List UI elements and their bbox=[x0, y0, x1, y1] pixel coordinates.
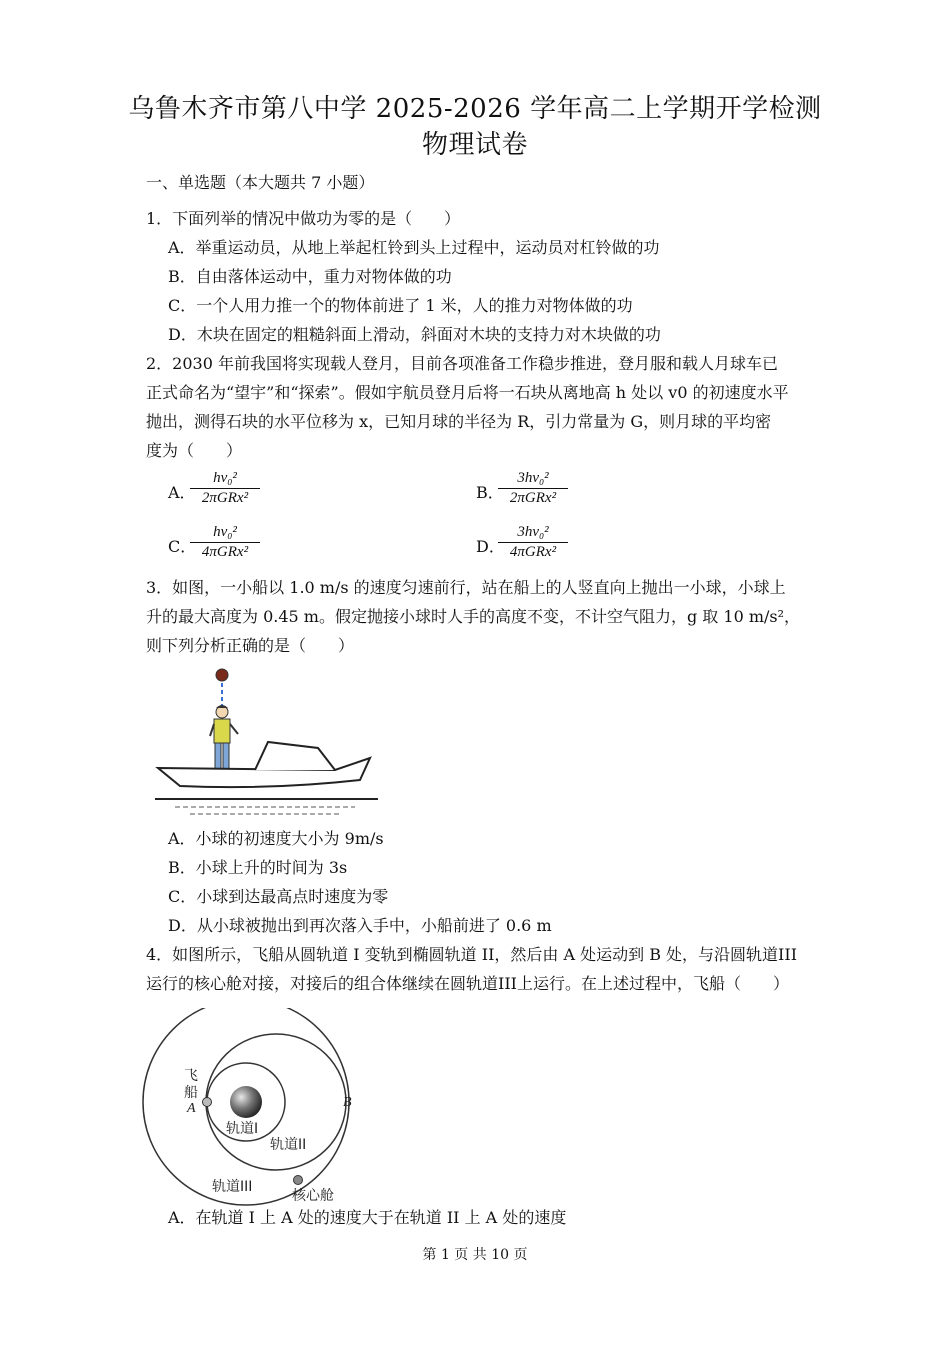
q2-option-b-formula bbox=[498, 470, 568, 507]
q3-stem-line2: 升的最大高度为 0.45 m。假定抛接小球时人手的高度不变，不计空气阻力，g 取 10 m/s²， bbox=[146, 607, 801, 626]
q4-option-a: A．在轨道 I 上 A 处的速度大于在轨道 II 上 A 处的速度 bbox=[168, 1208, 567, 1227]
q3-stem-line1: 3．如图，一小船以 1.0 m/s 的速度匀速前行，站在船上的人竖直向上抛出一小球，小球上 bbox=[146, 578, 786, 597]
q3-option-d: D．从小球被抛出到再次落入手中，小船前进了 0.6 m bbox=[168, 916, 552, 935]
q2-option-d-label: D． bbox=[476, 537, 505, 556]
q2-option-a-formula bbox=[190, 470, 260, 507]
q2-option-a-numerator: hv₀² bbox=[190, 470, 260, 489]
q2-option-c-label: C． bbox=[168, 537, 197, 556]
q1-stem: 1．下面列举的情况中做功为零的是（ ） bbox=[146, 209, 461, 228]
q4-stem-line2: 运行的核心舱对接，对接后的组合体继续在圆轨道III上运行。在上述过程中，飞船（ ） bbox=[146, 974, 789, 993]
q2-option-a-label: A． bbox=[168, 483, 196, 502]
point-b-label: B bbox=[343, 1095, 352, 1110]
spaceship-icon bbox=[203, 1098, 212, 1107]
q2-option-b-denominator: 2πGRx² bbox=[509, 490, 557, 506]
q2-option-c-numerator: hv₀² bbox=[190, 524, 260, 543]
q3-option-a: A．小球的初速度大小为 9m/s bbox=[168, 829, 384, 848]
boat-cabin bbox=[255, 742, 335, 770]
page-footer: 第 1 页 共 10 页 bbox=[422, 1247, 528, 1263]
q2-option-c-formula bbox=[190, 524, 260, 561]
q2-stem-line2: 正式命名为“望宇”和“探索”。假如宇航员登月后将一石块从离地高 h 处以 v0 的初速度水平 bbox=[146, 383, 789, 402]
q2-option-b-label: B． bbox=[476, 483, 504, 502]
q3-option-c: C．小球到达最高点时速度为零 bbox=[168, 887, 389, 906]
core-module-icon bbox=[294, 1176, 303, 1185]
ship-label-2: 船 bbox=[184, 1085, 198, 1101]
ball-icon bbox=[216, 669, 228, 681]
exam-title-line2: 物理试卷 bbox=[421, 130, 528, 160]
q3-option-b: B．小球上升的时间为 3s bbox=[168, 858, 348, 877]
q2-option-d-formula bbox=[498, 524, 568, 561]
q4-stem-line1: 4．如图所示，飞船从圆轨道 I 变轨到椭圆轨道 II，然后由 A 处运动到 B 处，与沿圆轨道III bbox=[146, 945, 798, 964]
core-module-label: 核心舱 bbox=[292, 1188, 334, 1204]
q4-orbit-figure bbox=[140, 1008, 365, 1208]
q1-option-b: B．自由落体运动中，重力对物体做的功 bbox=[168, 267, 452, 286]
orbit-ii-label: 轨道II bbox=[270, 1137, 307, 1153]
planet-icon bbox=[230, 1086, 262, 1118]
orbit-iii-label: 轨道III bbox=[212, 1179, 253, 1195]
q2-option-b-numerator: 3hv₀² bbox=[498, 470, 568, 489]
q1-option-d: D．木块在固定的粗糙斜面上滑动，斜面对木块的支持力对木块做的功 bbox=[168, 325, 661, 344]
q2-option-c-denominator: 4πGRx² bbox=[201, 544, 249, 560]
exam-title-line1: 乌鲁木齐市第八中学 2025-2026 学年高二上学期开学检测 bbox=[128, 94, 822, 124]
q2-option-a-denominator: 2πGRx² bbox=[201, 490, 249, 506]
q2-option-d-denominator: 4πGRx² bbox=[509, 544, 557, 560]
q3-stem-line3: 则下列分析正确的是（ ） bbox=[146, 636, 355, 655]
q2-stem-line4: 度为（ ） bbox=[146, 441, 243, 460]
q1-option-c: C．一个人用力推一个的物体前进了 1 米，人的推力对物体做的功 bbox=[168, 296, 633, 315]
q1-option-a: A．举重运动员，从地上举起杠铃到头上过程中，运动员对杠铃做的功 bbox=[168, 238, 660, 257]
section-heading: 一、单选题（本大题共 7 小题） bbox=[146, 173, 375, 192]
q2-stem-line1: 2．2030 年前我国将实现载人登月，目前各项准备工作稳步推进，登月服和载人月球车已 bbox=[146, 354, 778, 373]
q2-stem-line3: 抛出，测得石块的水平位移为 x，已知月球的半径为 R，引力常量为 G，则月球的平均密 bbox=[146, 412, 772, 431]
point-a-label: A bbox=[187, 1101, 196, 1116]
q2-option-d-numerator: 3hv₀² bbox=[498, 524, 568, 543]
ship-label-1: 飞 bbox=[184, 1068, 198, 1084]
orbit-i-label: 轨道I bbox=[226, 1121, 259, 1137]
q3-boat-figure bbox=[150, 662, 380, 822]
person-icon bbox=[210, 705, 238, 769]
